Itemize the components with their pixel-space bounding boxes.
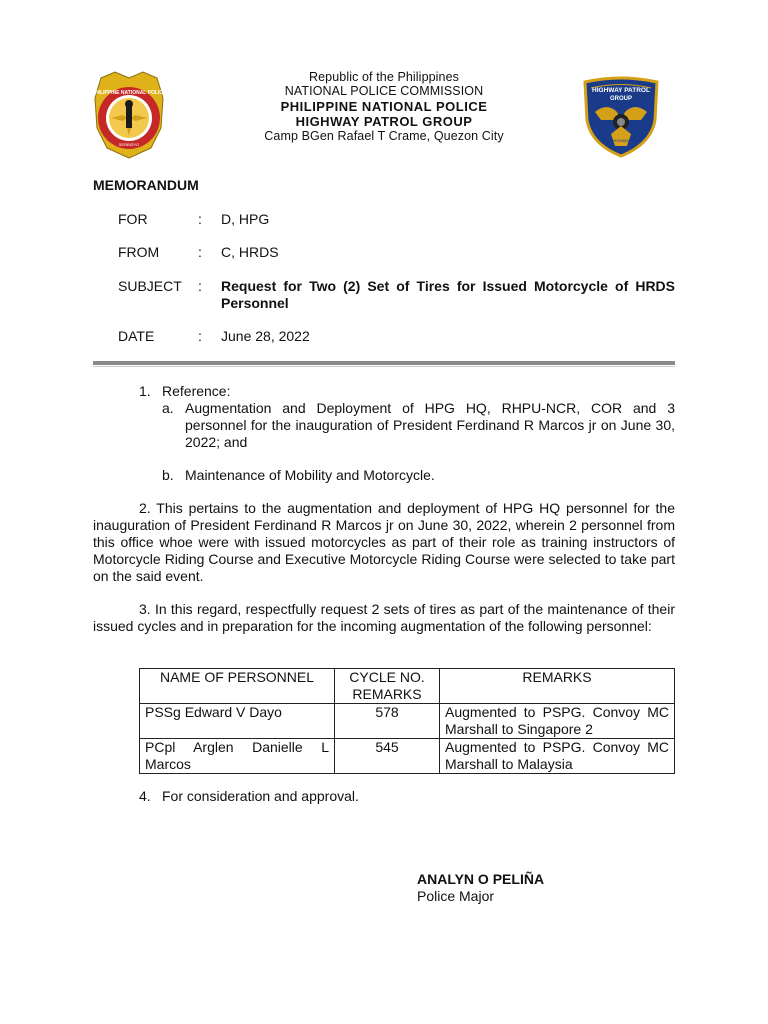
date-value: June 28, 2022 — [221, 328, 310, 344]
header-address: Camp BGen Rafael T Crame, Quezon City — [264, 129, 504, 143]
signatory-name: ANALYN O PELIÑA — [417, 871, 545, 887]
cell-cycle-no: 545 — [335, 739, 440, 774]
cell-remarks: Augmented to PSPG. Convoy MC Marshall to Malaysia — [440, 739, 675, 774]
for-label: FOR — [118, 211, 148, 227]
ref-a-label: a. — [162, 400, 174, 416]
svg-text:GROUP: GROUP — [609, 96, 633, 102]
from-colon: : — [198, 244, 202, 260]
ref-a-text: Augmentation and Deployment of HPG HQ, RHPU-NCR, COR and 3 personnel for the inauguration of President Ferdinand R Marcos jr on June 30, 2022; and — [185, 400, 675, 450]
table-row — [140, 704, 675, 739]
personnel-table — [139, 668, 675, 774]
header-divider — [93, 361, 675, 365]
col-header-cycle: CYCLE NO. REMARKS — [335, 669, 440, 704]
header-hpg: HIGHWAY PATROL GROUP — [295, 114, 473, 129]
header-pnp: PHILIPPINE NATIONAL POLICE — [280, 99, 488, 114]
from-value: C, HRDS — [221, 244, 279, 260]
date-label: DATE — [118, 328, 155, 344]
subject-colon: : — [198, 278, 202, 294]
for-colon: : — [198, 211, 202, 227]
para-2: 2. This pertains to the augmentation and deployment of HPG HQ personnel for the inauguration of President Ferdinand R Marcos jr on June 30, 2022, wherein 2 personnel from this office whoe were with issued motorcycles as part of their role as training instructors of Motorcycle Riding Course and Executive Motorcycle Riding Course were selected to take part on the said event. — [93, 500, 675, 584]
header-divider-shadow — [93, 366, 675, 367]
header-napolcom: NATIONAL POLICE COMMISSION — [284, 84, 484, 98]
from-label: FROM — [118, 244, 160, 260]
date-colon: : — [198, 328, 202, 344]
header-republic: Republic of the Philippines — [308, 70, 459, 84]
col-header-remarks: REMARKS — [440, 669, 675, 704]
memo-title: MEMORANDUM — [93, 177, 199, 193]
for-value: D, HPG — [221, 211, 270, 227]
para-3: 3. In this regard, respectfully request 2 sets of tires as part of the maintenance of their issued cycles and in preparation for the incoming augmentation of the following personnel: — [93, 601, 675, 634]
svg-text:SERBISYO: SERBISYO — [118, 142, 140, 147]
table-header-row — [140, 669, 675, 704]
subject-label: SUBJECT — [118, 278, 182, 294]
para-4-text: For consideration and approval. — [162, 788, 359, 804]
para-1-number: 1. — [139, 383, 151, 399]
table-row — [140, 739, 675, 774]
ref-b-label: b. — [162, 467, 174, 483]
signatory-rank: Police Major — [417, 888, 495, 904]
subject-value: Request for Two (2) Set of Tires for Issued Motorcycle of HRDS Personnel — [221, 278, 675, 311]
col-header-name: NAME OF PERSONNEL — [140, 669, 335, 704]
svg-text:HIGHWAY: HIGHWAY — [612, 139, 630, 143]
cell-cycle-no: 578 — [335, 704, 440, 739]
cell-name: PCpl Arglen Danielle L Marcos — [140, 739, 335, 774]
para-4-number: 4. — [139, 788, 151, 804]
svg-text:HIGHWAY PATROL: HIGHWAY PATROL — [592, 87, 650, 94]
cell-name: PSSg Edward V Dayo — [140, 704, 335, 739]
svg-text:PHILIPPINE NATIONAL POLICE: PHILIPPINE NATIONAL POLICE — [93, 90, 165, 96]
para-1-text: Reference: — [162, 383, 231, 399]
cell-remarks: Augmented to PSPG. Convoy MC Marshall to Singapore 2 — [440, 704, 675, 739]
ref-b-text: Maintenance of Mobility and Motorcycle. — [185, 467, 435, 483]
